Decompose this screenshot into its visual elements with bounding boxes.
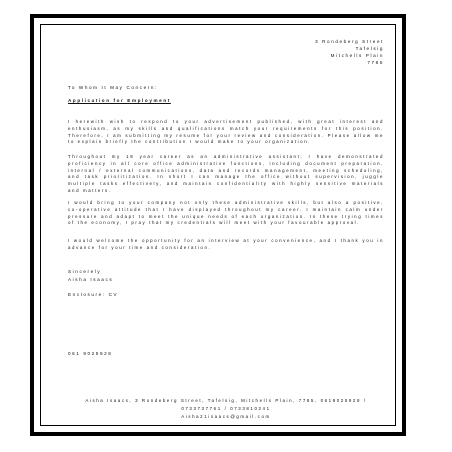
address-line-postcode: 7785 [367,60,384,65]
paragraph-experience: Throughout my 18 year career as an administrative assistant; I have demonstrated proficiency in all core office administrative functions, including document preparation, internal / external communications, data and records management, meeting scheduling, and task prioritization. In short I can manage the office without supervision, juggle multiple tasks effectively, and maintain confidentiality with highly sensitive materials and matters. [68,154,384,193]
enclosure-note: Enclosure: CV [68,292,119,297]
phone-number: 061 9025928 [68,351,113,356]
paragraph-attitude: I would bring to your company not only these administrative skills, but also a positive, co-operative attitude that I have displayed throughout my career. I maintain calm under pressure and adapt to meet the unique needs of each organization. In these trying times of the economy, I pray that my credentials will meet with your favourable approval. [68,200,384,226]
closing-phrase: Sincerely [68,269,102,274]
paragraph-intro: I herewith wish to respond to your advertisement published, with great interest and enthusiasm, as my skills and qualifications match your requirements for this position. Therefore, I am submitting my resume for your review and consideration. Please allow me to explain briefly the contribution I would make to your organization. [68,119,384,145]
footer-address-line: Aisha Isaacs, 3 Rondeberg Street, Tafelsig, Mitchells Plain, 7785, 0619025928 / [85,398,367,403]
signature-name: Aisha Isaacs [68,277,114,282]
paragraph-closing: I would welcome the opportunity for an interview at your convenience, and I thank you in advance for your time and consideration. [68,238,384,250]
address-line-city: Mitchells Plain [330,53,384,58]
sender-address [315,38,384,66]
subject-line: Application for Employment [68,98,171,103]
footer-phone-line: 0733737761 / 0733810241 [181,406,271,411]
salutation: To Whom It May Concern: [68,85,158,90]
letter-footer [68,397,384,421]
address-line-street: 3 Rondeberg Street [315,39,384,44]
letter-page [68,38,384,422]
address-line-suburb: Tafelsig [355,46,384,51]
footer-email-line: Aisha21isaacs@gmail.com [181,414,271,419]
